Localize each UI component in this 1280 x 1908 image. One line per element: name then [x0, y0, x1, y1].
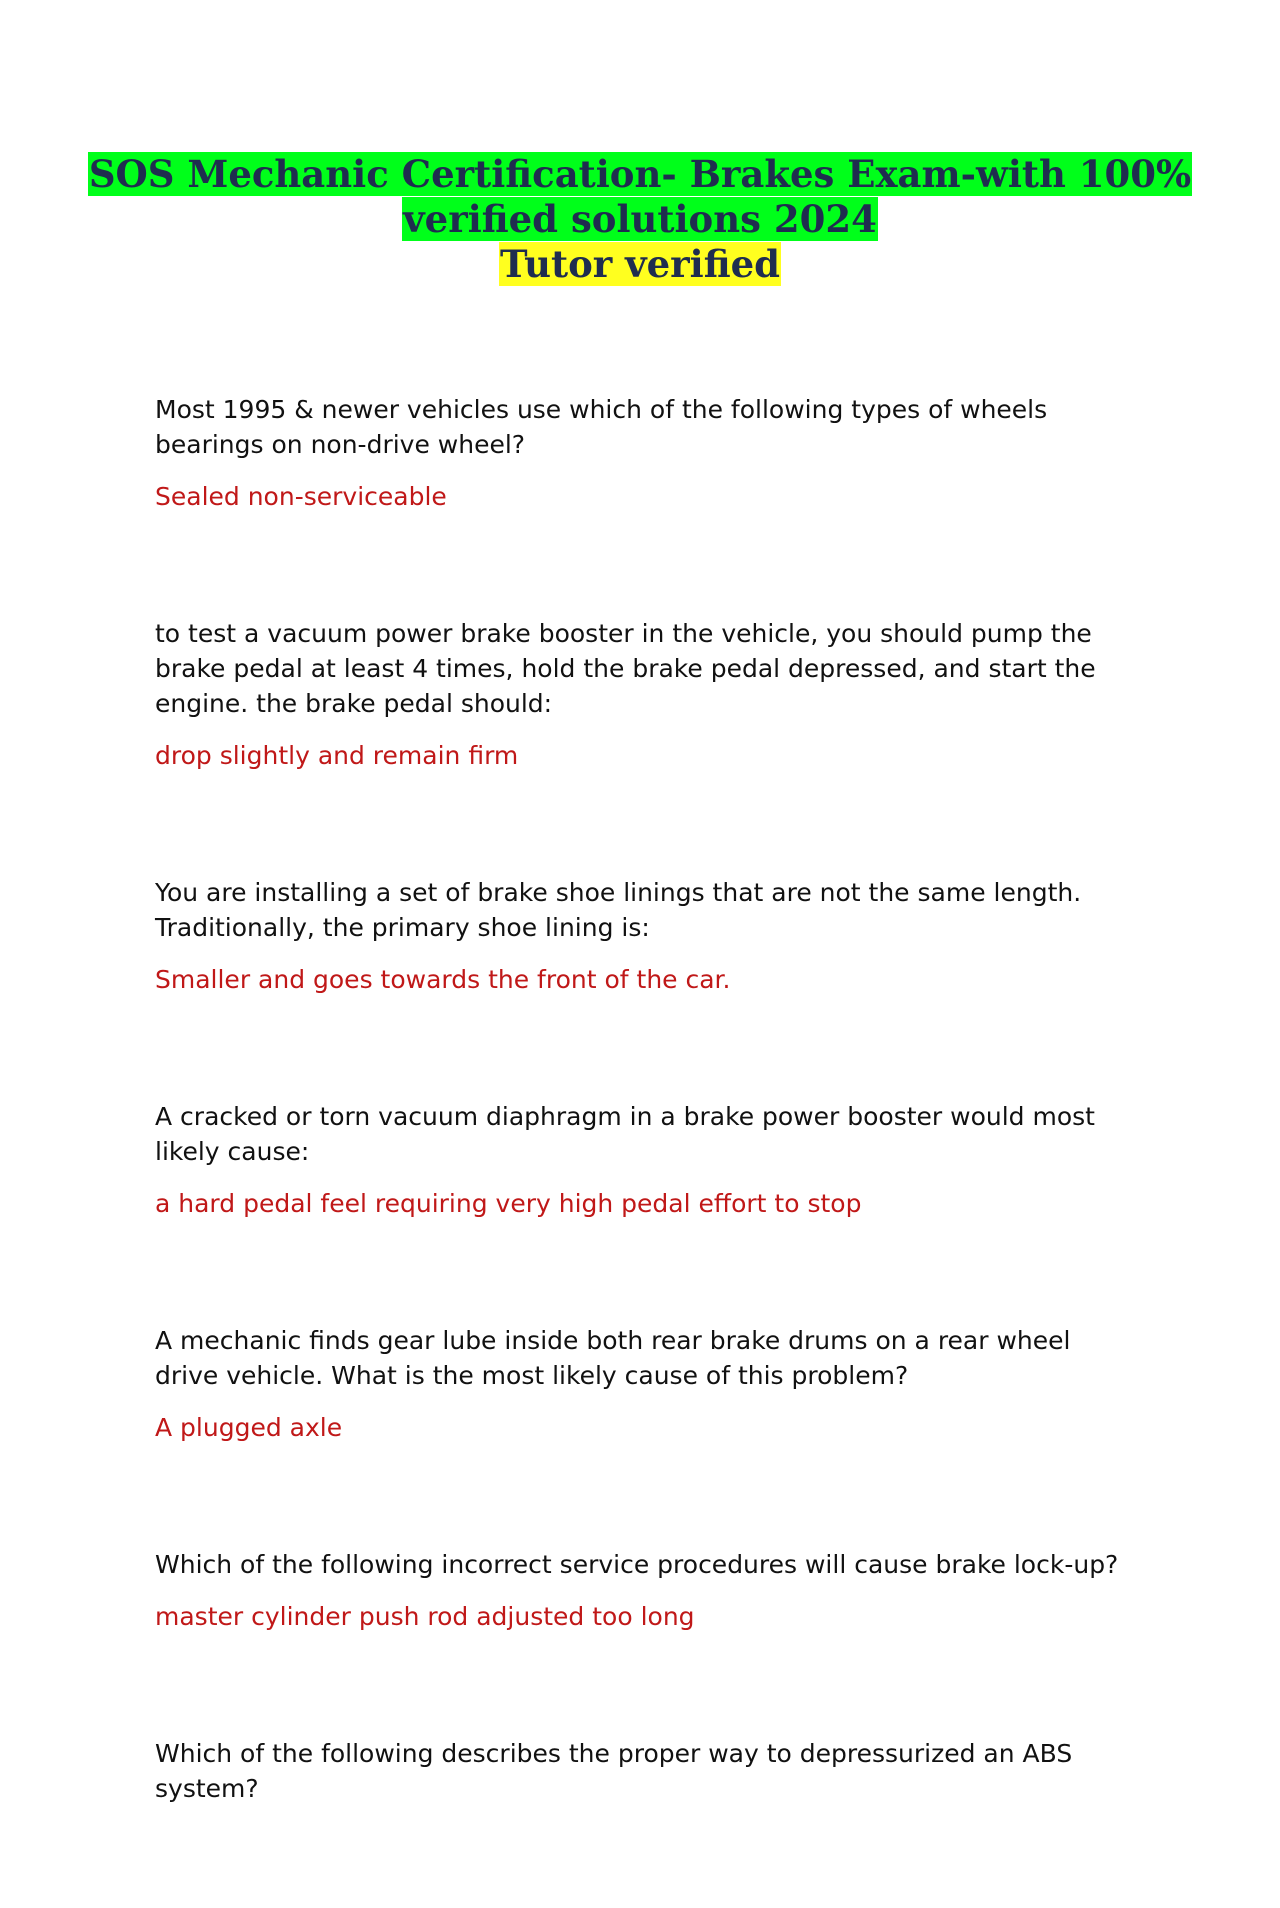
qa-item: [155, 1736, 1135, 1806]
answer-text: a hard pedal feel requiring very high pedal effort to stop: [155, 1189, 862, 1218]
answer-text: Sealed non-serviceable: [155, 482, 447, 511]
title-highlight-yellow: Tutor verified: [499, 242, 781, 286]
document-title: [0, 152, 1280, 287]
question-text: Which of the following incorrect service procedures will cause brake lock-up?: [155, 1550, 1119, 1579]
qa-item: [155, 875, 1135, 997]
answer-text: Smaller and goes towards the front of the car.: [155, 965, 731, 994]
qa-list: [155, 392, 1135, 1908]
title-highlight-green-1: SOS Mechanic Certification- Brakes Exam-with 100%: [88, 152, 1192, 196]
question-text: Most 1995 & newer vehicles use which of the following types of wheels bearings on non-drive wheel?: [155, 395, 1048, 459]
question-text: You are installing a set of brake shoe linings that are not the same length. Traditionally, the primary shoe lining is:: [155, 878, 1082, 942]
question-text: A mechanic finds gear lube inside both rear brake drums on a rear wheel drive vehicle. What is the most likely cause of this problem?: [155, 1326, 1071, 1390]
question-text: to test a vacuum power brake booster in the vehicle, you should pump the brake pedal at least 4 times, hold the brake pedal depressed, and start the engine. the brake pedal should:: [155, 619, 1096, 718]
answer-text: master cylinder push rod adjusted too long: [155, 1602, 695, 1631]
answer-text: drop slightly and remain firm: [155, 741, 519, 770]
question-text: Which of the following describes the proper way to depressurized an ABS system?: [155, 1739, 1073, 1803]
qa-item: [155, 1323, 1135, 1445]
qa-item: [155, 1547, 1135, 1634]
title-highlight-green-2: verified solutions 2024: [403, 197, 877, 241]
title-line-2: [0, 197, 1280, 242]
qa-item: [155, 616, 1135, 773]
qa-item: [155, 1099, 1135, 1221]
answer-text: A plugged axle: [155, 1413, 343, 1442]
title-line-3: [0, 242, 1280, 287]
question-text: A cracked or torn vacuum diaphragm in a brake power booster would most likely cause:: [155, 1102, 1095, 1166]
qa-item: [155, 392, 1135, 514]
title-line-1: [0, 152, 1280, 197]
